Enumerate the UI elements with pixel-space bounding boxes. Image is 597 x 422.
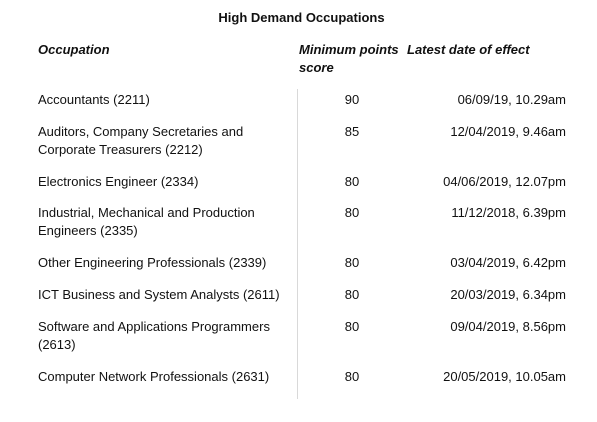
occupation-cell: Auditors, Company Secretaries and Corporate Treasurers (2212)	[38, 124, 244, 157]
date-cell: 12/04/2019, 9.46am	[450, 124, 566, 139]
date-cell: 20/05/2019, 10.05am	[443, 369, 566, 384]
points-cell: 90	[344, 92, 360, 107]
page-title: High Demand Occupations	[218, 10, 385, 25]
points-cell: 80	[344, 255, 360, 270]
occupation-cell: Other Engineering Professionals (2339)	[38, 255, 267, 270]
occupation-cell: Industrial, Mechanical and Production Engineers (2335)	[38, 205, 255, 238]
date-cell: 20/03/2019, 6.34pm	[450, 287, 566, 302]
date-cell: 09/04/2019, 8.56pm	[450, 319, 566, 334]
points-cell: 85	[344, 124, 360, 139]
occupation-cell: ICT Business and System Analysts (2611)	[38, 287, 280, 302]
points-cell: 80	[344, 174, 360, 189]
points-cell: 80	[344, 369, 360, 384]
header-occupation: Occupation	[38, 42, 110, 57]
occupation-cell: Electronics Engineer (2334)	[38, 174, 199, 189]
occupation-cell: Accountants (2211)	[38, 92, 150, 107]
date-cell: 04/06/2019, 12.07pm	[443, 174, 566, 189]
occupation-cell: Software and Applications Programmers (2613)	[38, 319, 270, 352]
date-cell: 11/12/2018, 6.39pm	[451, 205, 566, 220]
column-divider	[297, 89, 298, 399]
date-cell: 03/04/2019, 6.42pm	[450, 255, 566, 270]
points-cell: 80	[344, 287, 360, 302]
points-cell: 80	[344, 319, 360, 334]
header-latest-date: Latest date of effect	[407, 42, 530, 57]
occupation-cell: Computer Network Professionals (2631)	[38, 369, 270, 384]
date-cell: 06/09/19, 10.29am	[457, 92, 566, 107]
points-cell: 80	[344, 205, 360, 220]
header-minimum-points: Minimum points score	[299, 42, 399, 75]
